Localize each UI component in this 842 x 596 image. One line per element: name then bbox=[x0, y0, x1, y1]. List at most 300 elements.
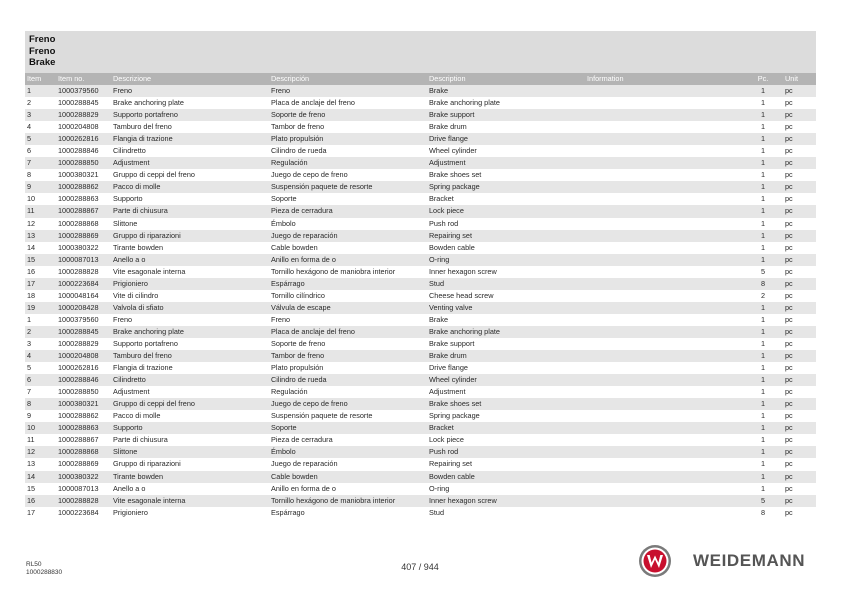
cell-unit: pc bbox=[785, 483, 793, 493]
cell-descripcion: Tornillo hexágono de maniobra interior bbox=[271, 266, 396, 276]
cell-descrizione: Tamburo del freno bbox=[111, 350, 269, 362]
cell-descrizione: Gruppo di ceppi del freno bbox=[113, 170, 195, 180]
cell-descrizione: Brake anchoring plate bbox=[111, 326, 269, 338]
cell-descrizione: Prigioniero bbox=[113, 507, 148, 517]
table-header-row bbox=[25, 73, 816, 85]
cell-unit: pc bbox=[783, 230, 816, 242]
cell-descrizione: Parte di chiusura bbox=[113, 435, 168, 445]
cell-description: Stud bbox=[427, 278, 585, 290]
cell-information bbox=[585, 422, 743, 434]
table-row bbox=[25, 218, 816, 230]
cell-descrizione: Gruppo di riparazioni bbox=[111, 230, 269, 242]
cell-item: 11 bbox=[25, 205, 56, 217]
cell-descripcion: Anillo en forma de o bbox=[269, 254, 427, 266]
cell-unit: pc bbox=[783, 205, 816, 217]
cell-unit: pc bbox=[783, 350, 816, 362]
cell-description: Drive flange bbox=[429, 363, 468, 373]
cell-description: Venting valve bbox=[427, 302, 585, 314]
table-row bbox=[25, 193, 816, 205]
cell-descripcion: Cilindro de rueda bbox=[271, 146, 327, 156]
cell-descrizione: Adjustment bbox=[113, 387, 150, 397]
cell-information bbox=[585, 471, 743, 483]
cell-descripcion: Suspensión paquete de resorte bbox=[271, 411, 373, 421]
cell-descripcion: Pieza de cerradura bbox=[269, 205, 427, 217]
cell-pc: 1 bbox=[743, 205, 783, 217]
weidemann-w-badge-icon bbox=[638, 544, 672, 578]
cell-item: 10 bbox=[27, 194, 36, 204]
table-row bbox=[25, 507, 816, 519]
cell-item-no: 1000288845 bbox=[58, 98, 99, 108]
cell-descripcion: Juego de reparación bbox=[269, 230, 427, 242]
cell-pc: 1 bbox=[743, 374, 783, 386]
cell-information bbox=[585, 205, 743, 217]
table-row bbox=[25, 85, 816, 97]
cell-item-no: 1000288850 bbox=[56, 157, 111, 169]
cell-pc: 1 bbox=[743, 422, 783, 434]
cell-information bbox=[585, 145, 743, 157]
cell-information bbox=[585, 495, 743, 507]
cell-unit: pc bbox=[785, 387, 793, 397]
cell-description: Brake drum bbox=[429, 122, 467, 132]
cell-pc: 1 bbox=[743, 133, 783, 145]
col-header-descrizione: Descrizione bbox=[111, 73, 269, 85]
cell-description: Brake support bbox=[429, 339, 475, 348]
cell-pc: 1 bbox=[760, 194, 766, 204]
cell-pc: 8 bbox=[760, 507, 766, 517]
cell-descripcion: Pieza de cerradura bbox=[271, 435, 333, 445]
table-row bbox=[25, 97, 816, 109]
cell-descripcion: Espárrago bbox=[269, 278, 427, 290]
cell-description: Spring package bbox=[429, 411, 480, 421]
cell-pc: 1 bbox=[760, 146, 766, 156]
cell-item-no: 1000223684 bbox=[58, 507, 99, 517]
table-row bbox=[25, 278, 816, 290]
cell-unit: pc bbox=[783, 157, 816, 169]
cell-information bbox=[585, 157, 743, 169]
table-row bbox=[25, 254, 816, 266]
cell-pc: 5 bbox=[760, 266, 766, 276]
cell-pc: 8 bbox=[743, 278, 783, 290]
cell-item: 13 bbox=[25, 230, 56, 242]
cell-descrizione: Adjustment bbox=[111, 157, 269, 169]
cell-item-no: 1000204808 bbox=[58, 122, 99, 132]
cell-description: Brake bbox=[427, 85, 585, 97]
cell-unit: pc bbox=[785, 146, 793, 156]
cell-information bbox=[585, 386, 743, 398]
cell-item: 16 bbox=[27, 266, 36, 276]
cell-item: 5 bbox=[25, 133, 56, 145]
cell-pc: 2 bbox=[760, 290, 766, 300]
cell-pc: 1 bbox=[743, 350, 783, 362]
table-row bbox=[25, 398, 816, 410]
cell-descripcion: Soporte bbox=[269, 422, 427, 434]
cell-pc: 1 bbox=[743, 471, 783, 483]
cell-item-no: 1000288862 bbox=[56, 181, 111, 193]
cell-pc: 1 bbox=[760, 170, 766, 180]
cell-information bbox=[585, 362, 743, 374]
cell-descrizione: Slittone bbox=[113, 218, 138, 228]
cell-information bbox=[585, 446, 743, 458]
cell-information bbox=[585, 85, 743, 97]
cell-item: 9 bbox=[27, 411, 32, 421]
cell-unit: pc bbox=[785, 98, 793, 108]
cell-pc: 1 bbox=[760, 435, 766, 445]
cell-item-no: 1000262816 bbox=[58, 363, 99, 373]
cell-description: O-ring bbox=[427, 254, 585, 266]
table-row bbox=[25, 374, 816, 386]
cell-pc: 1 bbox=[743, 254, 783, 266]
cell-item: 19 bbox=[25, 302, 56, 314]
cell-pc: 1 bbox=[760, 314, 766, 324]
cell-item-no: 1000288829 bbox=[58, 339, 99, 348]
cell-description: Push rod bbox=[429, 218, 459, 228]
title-spanish: Freno bbox=[29, 45, 56, 57]
cell-item-no: 1000288850 bbox=[58, 387, 99, 397]
cell-information bbox=[585, 242, 743, 254]
cell-descrizione: Parte di chiusura bbox=[111, 205, 269, 217]
cell-item-no: 1000380321 bbox=[56, 398, 111, 410]
cell-unit: pc bbox=[783, 181, 816, 193]
cell-unit: pc bbox=[785, 435, 793, 445]
cell-descrizione: Freno bbox=[113, 314, 133, 324]
table-row bbox=[25, 314, 816, 326]
cell-descripcion: Émbolo bbox=[269, 446, 427, 458]
cell-descrizione: Tirante bowden bbox=[113, 242, 164, 252]
cell-descrizione: Gruppo di riparazioni bbox=[113, 459, 181, 469]
cell-description: Brake anchoring plate bbox=[429, 98, 500, 108]
cell-item: 12 bbox=[27, 218, 36, 228]
cell-item: 4 bbox=[25, 350, 56, 362]
cell-unit: pc bbox=[785, 507, 793, 517]
cell-pc: 1 bbox=[760, 218, 766, 228]
cell-unit: pc bbox=[783, 398, 816, 410]
table-row bbox=[25, 338, 816, 350]
cell-item: 7 bbox=[27, 387, 32, 397]
cell-descripcion: Válvula de escape bbox=[269, 302, 427, 314]
cell-item-no: 1000288846 bbox=[58, 146, 99, 156]
cell-descripcion: Cilindro de rueda bbox=[269, 374, 427, 386]
cell-item-no: 1000380321 bbox=[58, 170, 99, 180]
cell-item: 15 bbox=[25, 254, 56, 266]
title-italian: Freno bbox=[29, 34, 56, 45]
table-row bbox=[25, 230, 816, 242]
cell-pc: 1 bbox=[760, 122, 766, 132]
cell-unit: pc bbox=[783, 446, 816, 458]
cell-information bbox=[585, 290, 743, 302]
cell-descrizione: Vite esagonale interna bbox=[113, 266, 186, 276]
col-header-item-no: Item no. bbox=[56, 73, 111, 85]
table-row bbox=[25, 410, 816, 422]
cell-unit: pc bbox=[783, 326, 816, 338]
cell-descripcion: Regulación bbox=[271, 387, 308, 397]
cell-description: Wheel cylinder bbox=[429, 146, 477, 156]
cell-pc: 1 bbox=[760, 339, 766, 348]
cell-descripcion: Regulación bbox=[269, 157, 427, 169]
cell-information bbox=[585, 218, 743, 230]
cell-item: 10 bbox=[25, 422, 56, 434]
table-row bbox=[25, 109, 816, 121]
cell-item-no: 1000288863 bbox=[56, 422, 111, 434]
cell-pc: 5 bbox=[743, 495, 783, 507]
cell-pc: 1 bbox=[760, 363, 766, 373]
brand-wordmark: WEIDEMANN bbox=[693, 551, 806, 570]
cell-description: Brake support bbox=[427, 109, 585, 121]
table-row bbox=[25, 434, 816, 446]
cell-item-no: 1000288869 bbox=[58, 459, 99, 469]
cell-unit: pc bbox=[785, 170, 793, 180]
cell-unit: pc bbox=[783, 109, 816, 121]
cell-descripcion: Placa de anclaje del freno bbox=[271, 98, 355, 108]
cell-item-no: 1000288867 bbox=[58, 435, 99, 445]
cell-item-no: 1000288867 bbox=[56, 205, 111, 217]
cell-unit: pc bbox=[783, 495, 816, 507]
cell-descrizione: Supporto bbox=[113, 194, 143, 204]
table-row bbox=[25, 350, 816, 362]
cell-descrizione: Valvola di sfiato bbox=[111, 302, 269, 314]
cell-description: Bowden cable bbox=[427, 471, 585, 483]
col-header-information: Information bbox=[585, 73, 743, 85]
cell-item: 2 bbox=[25, 326, 56, 338]
table-row bbox=[25, 386, 816, 398]
cell-unit: pc bbox=[785, 290, 793, 300]
cell-item: 6 bbox=[25, 374, 56, 386]
cell-pc: 1 bbox=[760, 242, 766, 252]
cell-item: 8 bbox=[25, 398, 56, 410]
table-row bbox=[25, 422, 816, 434]
cell-description: Stud bbox=[429, 507, 445, 517]
cell-item: 18 bbox=[27, 290, 36, 300]
cell-item-no: 1000379560 bbox=[56, 85, 111, 97]
cell-item: 7 bbox=[25, 157, 56, 169]
table-row bbox=[25, 471, 816, 483]
cell-pc: 1 bbox=[760, 459, 766, 469]
col-header-item: Item bbox=[25, 73, 56, 85]
cell-description: Lock piece bbox=[427, 205, 585, 217]
cell-information bbox=[585, 507, 743, 519]
page-number: 407 / 944 bbox=[401, 562, 439, 572]
cell-pc: 1 bbox=[743, 181, 783, 193]
cell-item: 1 bbox=[27, 314, 32, 324]
cell-item-no: 1000379560 bbox=[58, 314, 99, 324]
cell-descrizione: Freno bbox=[111, 85, 269, 97]
cell-item: 3 bbox=[27, 339, 32, 348]
cell-information bbox=[585, 410, 743, 422]
table-row bbox=[25, 446, 816, 458]
cell-descripcion: Tambor de freno bbox=[269, 350, 427, 362]
cell-descrizione: Supporto bbox=[111, 422, 269, 434]
cell-description: Repairing set bbox=[429, 459, 472, 469]
table-row bbox=[25, 145, 816, 157]
cell-item-no: 1000288845 bbox=[56, 326, 111, 338]
cell-description: Bracket bbox=[429, 194, 454, 204]
cell-unit: pc bbox=[783, 422, 816, 434]
cell-description: Brake shoes set bbox=[429, 170, 482, 180]
cell-unit: pc bbox=[783, 471, 816, 483]
cell-information bbox=[585, 254, 743, 266]
cell-descrizione: Tamburo del freno bbox=[113, 122, 172, 132]
cell-item: 11 bbox=[27, 435, 35, 445]
cell-pc: 1 bbox=[760, 387, 766, 397]
cell-descrizione: Pacco di molle bbox=[113, 411, 161, 421]
cell-item: 8 bbox=[27, 170, 32, 180]
cell-description: Brake drum bbox=[427, 350, 585, 362]
cell-descripcion: Juego de cepo de freno bbox=[269, 398, 427, 410]
cell-information bbox=[585, 266, 743, 278]
title-block bbox=[25, 31, 816, 73]
cell-descrizione: Flangia di trazione bbox=[113, 363, 173, 373]
cell-unit: pc bbox=[785, 411, 793, 421]
table-row bbox=[25, 242, 816, 254]
cell-descripcion: Placa de anclaje del freno bbox=[269, 326, 427, 338]
cell-information bbox=[585, 326, 743, 338]
cell-descripcion: Freno bbox=[269, 85, 427, 97]
cell-description: Inner hexagon screw bbox=[429, 266, 497, 276]
cell-descripcion: Émbolo bbox=[271, 218, 296, 228]
cell-description: Cheese head screw bbox=[429, 290, 494, 300]
cell-pc: 1 bbox=[743, 398, 783, 410]
cell-descripcion: Espárrago bbox=[271, 507, 305, 517]
cell-unit: pc bbox=[785, 194, 793, 204]
cell-descrizione: Supporto portafreno bbox=[111, 109, 269, 121]
cell-information bbox=[585, 314, 743, 326]
table-row bbox=[25, 495, 816, 507]
cell-information bbox=[585, 434, 743, 446]
cell-descripcion: Anillo en forma de o bbox=[271, 483, 336, 493]
cell-item-no: 1000380322 bbox=[56, 471, 111, 483]
cell-descrizione: Flangia di trazione bbox=[111, 133, 269, 145]
cell-item: 16 bbox=[25, 495, 56, 507]
cell-description: Brake bbox=[429, 314, 449, 324]
cell-description: Inner hexagon screw bbox=[427, 495, 585, 507]
cell-information bbox=[585, 181, 743, 193]
cell-descripcion: Tornillo hexágono de maniobra interior bbox=[269, 495, 427, 507]
cell-item-no: 1000288828 bbox=[56, 495, 111, 507]
cell-item: 15 bbox=[27, 483, 36, 493]
table-row bbox=[25, 362, 816, 374]
table-row bbox=[25, 458, 816, 470]
cell-descripcion: Soporte de freno bbox=[269, 109, 427, 121]
cell-information bbox=[585, 483, 743, 495]
cell-unit: pc bbox=[785, 122, 793, 132]
cell-item: 1 bbox=[25, 85, 56, 97]
cell-descripcion: Cable bowden bbox=[269, 471, 427, 483]
cell-item: 6 bbox=[27, 146, 32, 156]
cell-unit: pc bbox=[783, 278, 816, 290]
cell-item-no: 1000288828 bbox=[58, 266, 99, 276]
cell-descrizione: Anello a o bbox=[111, 254, 269, 266]
cell-description: Brake anchoring plate bbox=[427, 326, 585, 338]
cell-item: 17 bbox=[27, 507, 36, 517]
table-row bbox=[25, 133, 816, 145]
cell-descripcion: Soporte bbox=[271, 194, 297, 204]
cell-pc: 1 bbox=[743, 326, 783, 338]
cell-pc: 1 bbox=[760, 411, 766, 421]
cell-item: 13 bbox=[27, 459, 36, 469]
cell-description: Brake shoes set bbox=[427, 398, 585, 410]
table-row bbox=[25, 205, 816, 217]
cell-information bbox=[585, 374, 743, 386]
cell-unit: pc bbox=[783, 85, 816, 97]
cell-unit: pc bbox=[783, 254, 816, 266]
cell-item-no: 1000288862 bbox=[58, 411, 99, 421]
cell-pc: 1 bbox=[760, 483, 766, 493]
table-row bbox=[25, 169, 816, 181]
table-row bbox=[25, 181, 816, 193]
cell-information bbox=[585, 193, 743, 205]
cell-item-no: 1000288868 bbox=[56, 446, 111, 458]
cell-item-no: 1000048164 bbox=[58, 290, 99, 300]
cell-descrizione: Cilindretto bbox=[113, 146, 146, 156]
cell-descripcion: Soporte de freno bbox=[271, 339, 326, 348]
footer-model-info bbox=[26, 561, 62, 576]
cell-item: 9 bbox=[25, 181, 56, 193]
cell-information bbox=[585, 398, 743, 410]
cell-pc: 1 bbox=[743, 157, 783, 169]
cell-description: Bowden cable bbox=[429, 242, 475, 252]
cell-description: Lock piece bbox=[429, 435, 464, 445]
cell-item-no: 1000288868 bbox=[58, 218, 99, 228]
cell-information bbox=[585, 121, 743, 133]
cell-item-no: 1000262816 bbox=[56, 133, 111, 145]
cell-descrizione: Tirante bowden bbox=[111, 471, 269, 483]
cell-descripcion: Cable bowden bbox=[271, 242, 318, 252]
cell-information bbox=[585, 458, 743, 470]
cell-information bbox=[585, 169, 743, 181]
cell-item-no: 1000087013 bbox=[56, 254, 111, 266]
cell-item: 2 bbox=[27, 98, 32, 108]
cell-description: Drive flange bbox=[427, 133, 585, 145]
cell-unit: pc bbox=[783, 302, 816, 314]
cell-item: 14 bbox=[27, 242, 36, 252]
cell-item-no: 1000204808 bbox=[56, 350, 111, 362]
cell-item-no: 1000087013 bbox=[58, 483, 99, 493]
cell-information bbox=[585, 109, 743, 121]
col-header-pc: Pc. bbox=[743, 73, 783, 85]
cell-item: 3 bbox=[25, 109, 56, 121]
col-header-descripcion: Descripción bbox=[269, 73, 427, 85]
cell-pc: 1 bbox=[743, 446, 783, 458]
cell-item: 17 bbox=[25, 278, 56, 290]
cell-descripcion: Suspensión paquete de resorte bbox=[269, 181, 427, 193]
cell-pc: 1 bbox=[743, 230, 783, 242]
cell-descripcion: Plato propulsión bbox=[271, 363, 324, 373]
cell-descripcion: Plato propulsión bbox=[269, 133, 427, 145]
cell-item: 4 bbox=[27, 122, 32, 132]
cell-pc: 1 bbox=[743, 302, 783, 314]
title-english: Brake bbox=[29, 57, 56, 68]
table-row bbox=[25, 483, 816, 495]
cell-descrizione: Cilindretto bbox=[111, 374, 269, 386]
cell-information bbox=[585, 133, 743, 145]
cell-item-no: 1000288829 bbox=[56, 109, 111, 121]
cell-description: Adjustment bbox=[429, 387, 466, 397]
cell-unit: pc bbox=[783, 133, 816, 145]
cell-descrizione: Supporto portafreno bbox=[113, 339, 178, 348]
cell-information bbox=[585, 338, 743, 350]
cell-descripcion: Juego de cepo de freno bbox=[271, 170, 348, 180]
cell-item-no: 1000380322 bbox=[58, 242, 99, 252]
cell-information bbox=[585, 278, 743, 290]
table-row bbox=[25, 290, 816, 302]
document-number: 1000288830 bbox=[26, 568, 63, 576]
cell-descrizione: Prigioniero bbox=[111, 278, 269, 290]
table-row bbox=[25, 157, 816, 169]
cell-description: Bracket bbox=[427, 422, 585, 434]
cell-description: Spring package bbox=[427, 181, 585, 193]
table-row bbox=[25, 121, 816, 133]
cell-descrizione: Vite di cilindro bbox=[113, 290, 159, 300]
cell-descrizione: Brake anchoring plate bbox=[113, 98, 184, 108]
